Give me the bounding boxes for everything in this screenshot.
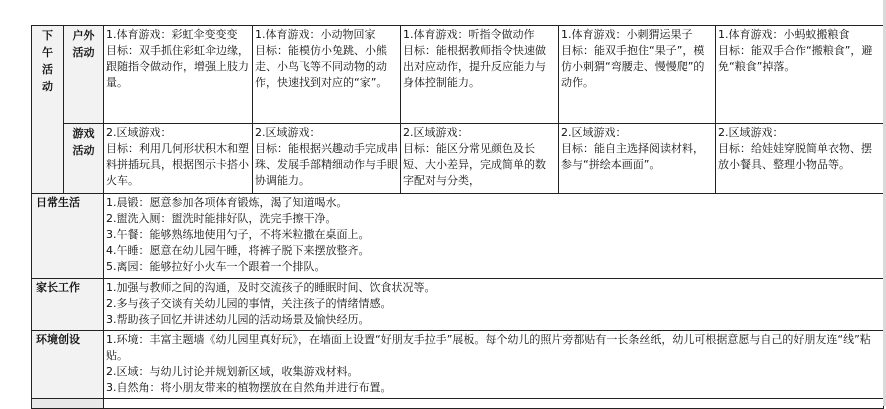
game-cell — [104, 124, 253, 194]
parent-line: 1.加强与教师之间的沟通，及时交流孩子的睡眠时间、饮食状况等。 — [106, 281, 436, 294]
environment-line: 3.自然角：将小朋友带来的植物摆放在自然角并进行布置。 — [106, 381, 392, 394]
game-activity-row — [32, 124, 884, 194]
game-cell — [716, 124, 884, 194]
parent-line: 2.多与孩子交谈有关幼儿园的事情，关注孩子的情绪情感。 — [106, 297, 392, 310]
activity-goal: 目标：能双手合作“搬粮食”，避免“粮食”掉落。 — [718, 44, 873, 73]
activity-title: 2.区域游戏： — [561, 126, 627, 139]
activity-goal: 目标：能根据兴趣动手完成串珠、发展手部精细动作与手眼协调能力。 — [255, 142, 398, 187]
activity-title: 1.体育游戏：彩虹伞变变变 — [106, 28, 238, 41]
game-label-cell — [64, 124, 104, 194]
parent-work-content — [104, 279, 884, 331]
activity-goal: 目标：给娃娃穿脱简单衣物、摆放小餐具、整理小物品等。 — [718, 142, 872, 171]
activity-title: 1.体育游戏：小刺猬运果子 — [561, 28, 693, 41]
outdoor-activity-row — [32, 26, 884, 124]
environment-content — [104, 331, 884, 399]
parent-line: 3.帮助孩子回忆并讲述幼儿园的活动场景及愉快经历。 — [106, 313, 370, 326]
activity-goal: 目标：能模仿小兔跳、小熊走、小鸟飞等不同动物的动作，快速找到对应的“家”。 — [255, 44, 388, 89]
activity-goal: 目标：能区分常见颜色及长短、大小差异，完成简单的数字配对与分类， — [403, 142, 546, 187]
daily-life-row — [32, 194, 884, 279]
environment-line: 1.环境：丰富主题墙《幼儿园里真好玩》，在墙面上设置“好朋友手拉手”展板。每个幼儿的照片旁都贴有一长条丝纸，幼儿可根据意愿与自己的好朋友连“线”粘贴。 — [106, 333, 871, 362]
parent-work-row — [32, 279, 884, 331]
weekly-plan-table — [31, 25, 884, 409]
game-cell — [559, 124, 716, 194]
outdoor-label: 户外活动 — [72, 29, 95, 59]
afternoon-label: 下午活动 — [42, 29, 53, 93]
game-cell — [253, 124, 401, 194]
outdoor-label-cell — [64, 26, 104, 124]
outdoor-cell — [401, 26, 559, 124]
activity-goal: 目标：利用几何形状积木和塑料拼插玩具，根据图示卡搭小火车。 — [106, 142, 249, 187]
activity-goal: 目标：能双手抱住“果子”，模仿小刺猬“弯腰走、慢慢爬”的动作。 — [561, 44, 705, 89]
outdoor-cell — [104, 26, 253, 124]
activity-goal: 目标：能自主选择阅读材料，参与“拼绘本画面”。 — [561, 142, 704, 171]
daily-life-label: 日常生活 — [32, 194, 104, 279]
activity-title: 2.区域游戏： — [106, 126, 172, 139]
activity-title: 1.体育游戏：听指令做动作 — [403, 28, 535, 41]
game-label: 游戏活动 — [72, 127, 95, 157]
activity-title: 2.区域游戏： — [255, 126, 321, 139]
outdoor-cell — [716, 26, 884, 124]
daily-line: 5.离园：能够拉好小火车一个跟着一个排队。 — [106, 260, 326, 273]
next-row-label-edge — [32, 399, 104, 409]
activity-goal: 目标：能根据教师指令快速做出对应动作，提升反应能力与身体控制能力。 — [403, 44, 546, 89]
parent-work-label: 家长工作 — [32, 279, 104, 331]
environment-label: 环境创设 — [32, 331, 104, 399]
activity-goal: 目标：双手抓住彩虹伞边缘，跟随指令做动作，增强上肢力量。 — [106, 44, 249, 89]
environment-line: 2.区域：与幼儿讨论并规划新区域，收集游戏材料。 — [106, 365, 359, 378]
afternoon-label-cell — [32, 26, 64, 194]
outdoor-cell — [559, 26, 716, 124]
activity-title: 1.体育游戏：小动物回家 — [255, 28, 376, 41]
daily-line: 3.午餐：能够熟练地使用勺子，不将米粒撒在桌面上。 — [106, 228, 370, 241]
daily-line: 4.午睡：愿意在幼儿园午睡，将裤子脱下来摆放整齐。 — [106, 244, 370, 257]
game-cell — [401, 124, 559, 194]
next-row-edge — [32, 399, 884, 409]
activity-title: 2.区域游戏： — [403, 126, 469, 139]
environment-row — [32, 331, 884, 399]
daily-life-content — [104, 194, 884, 279]
daily-line: 2.盥洗入厕：盥洗时能排好队，洗完手擦干净。 — [106, 212, 337, 225]
activity-title: 1.体育游戏：小蚂蚁搬粮食 — [718, 28, 850, 41]
outdoor-cell — [253, 26, 401, 124]
daily-line: 1.晨锻：愿意参加各项体育锻炼，渴了知道喝水。 — [106, 196, 348, 209]
activity-title: 2.区域游戏： — [718, 126, 784, 139]
next-row-content-edge — [104, 399, 884, 409]
